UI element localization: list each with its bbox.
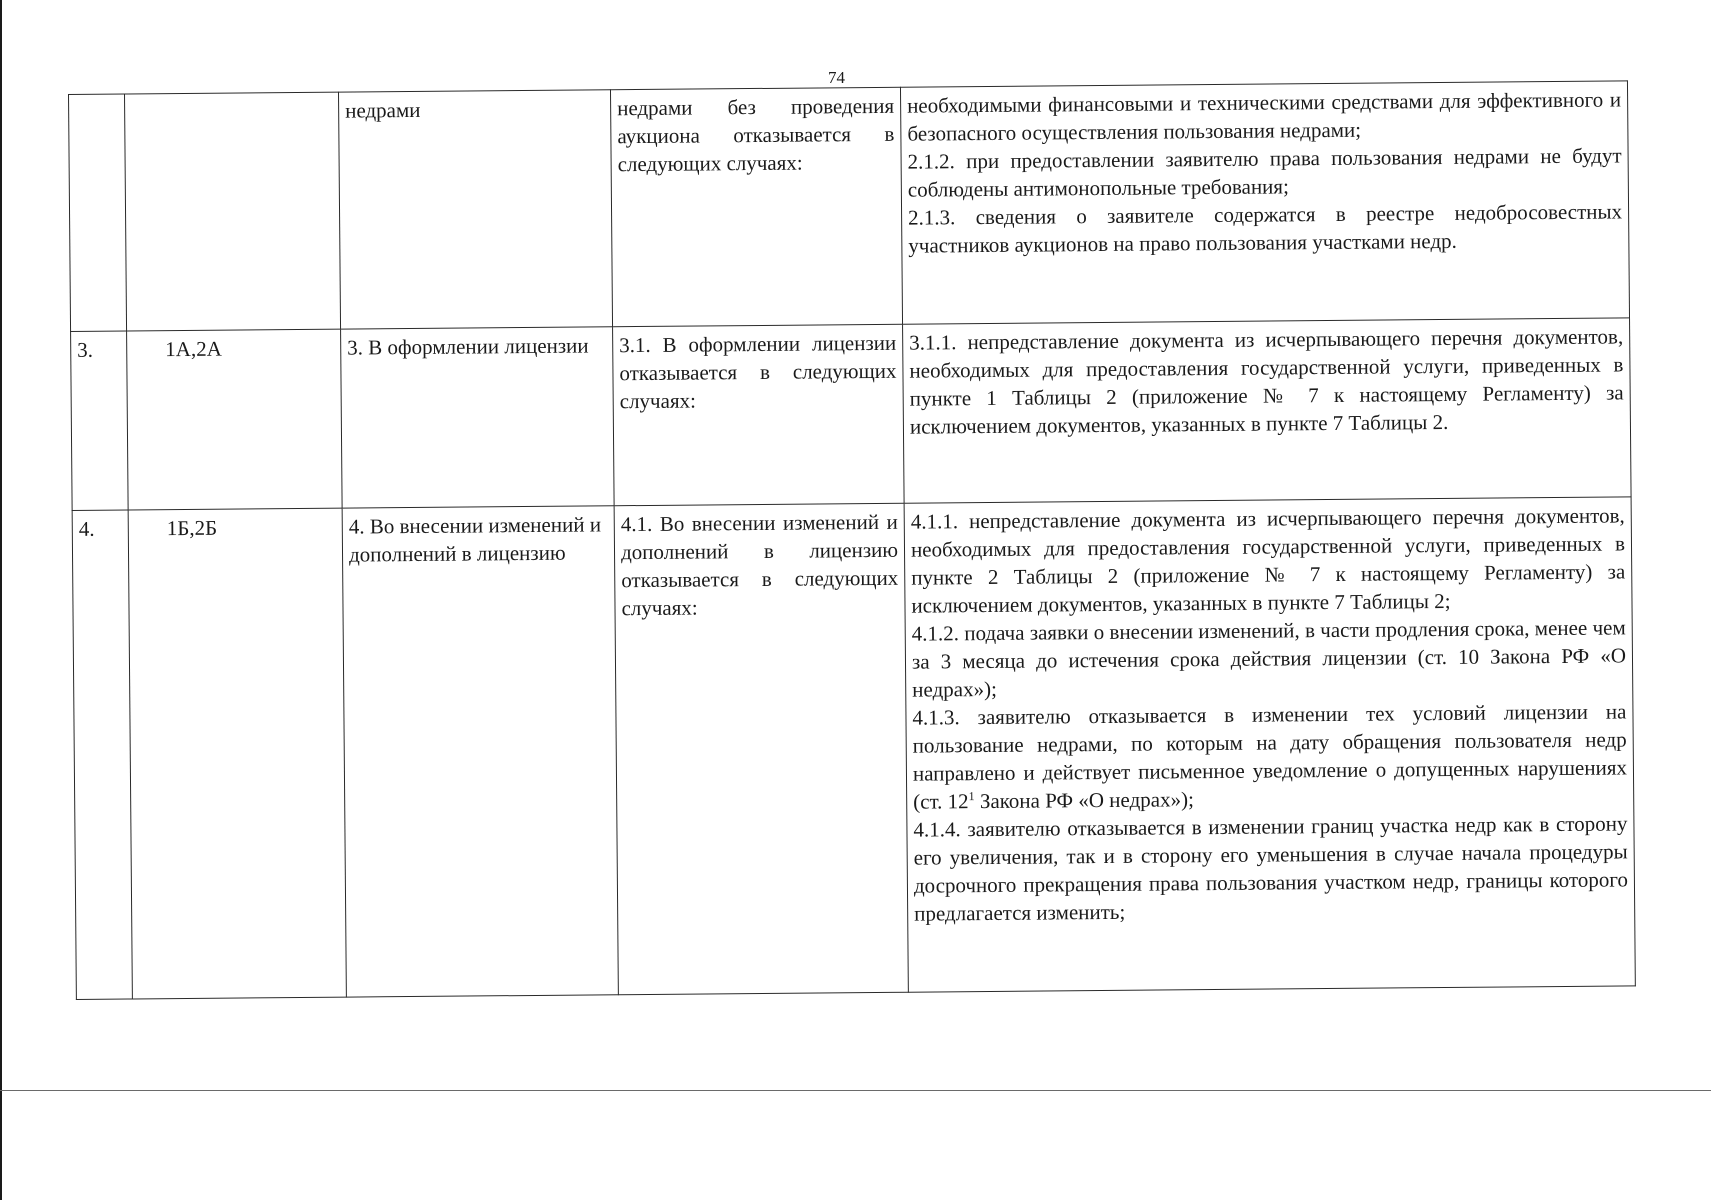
detail-paragraph: 2.1.3. сведения о заявителе содержатся в реестре недобросовестных участников аукционов на право пользования участками недр.: [908, 199, 1623, 258]
row-name: 3. В оформлении лицензии: [341, 327, 615, 508]
detail-paragraph: 3.1.1. непредставление документа из исчерпывающего перечня документов, необходимых для предоставления государственной услуги, приведенных в пункте 1 Таблицы 2 (приложение № 7 к настоящему Регламенту) за исключением документов, указанных в пункте 7 Таблицы 2.: [909, 324, 1624, 439]
row-number: 4.: [72, 510, 132, 999]
detail-text-tail: Закона РФ «О недрах»);: [974, 787, 1194, 814]
table-row: [72, 497, 1635, 1000]
row-number: 3.: [71, 331, 129, 510]
table-row: [69, 81, 1630, 332]
row-details: [900, 81, 1629, 324]
detail-paragraph: 4.1.1. непредставление документа из исчерпывающего перечня документов, необходимых для предоставления государственной услуги, приведенных в пункте 2 Таблицы 2 (приложение № 7 к настоящему Регламенту) за исключением документов, указанных в пункте 7 Таблицы 2;: [910, 503, 1626, 618]
row-ground: 4.1. Во внесении изменений и дополнений в лицензию отказывается в следующих случаях:: [614, 503, 908, 995]
row-number: [69, 94, 127, 331]
row-ground: недрами без проведения аукциона отказывается в следующих случаях:: [610, 87, 902, 327]
row-name: недрами: [338, 90, 612, 329]
row-code: 1Б,2Б: [128, 508, 346, 999]
row-details: [904, 497, 1635, 992]
grounds-table: [68, 80, 1636, 1000]
row-details: [903, 318, 1632, 503]
page-number: 74: [828, 68, 845, 87]
detail-paragraph: 4.1.2. подача заявки о внесении изменений, в части продления срока, менее чем за 3 месяца до истечения срока действия лицензии (ст. 10 Закона РФ «О недрах»);: [911, 615, 1627, 702]
row-name: 4. Во внесении изменений и дополнений в лицензию: [342, 506, 618, 997]
superscript-mark: 1: [968, 789, 975, 804]
detail-paragraph: 4.1.4. заявителю отказывается в изменении границ участка недр как в сторону его увеличения, так и в сторону его уменьшения в случае начала процедуры досрочного прекращения права пользования участком недр, границы которого предлагается изменить;: [913, 811, 1629, 926]
detail-paragraph-with-footnote: [912, 697, 1627, 815]
detail-text: 4.1.3. заявителю отказывается в изменении тех условий лицензии на пользование недрами, по которым на дату обращения пользователя недр направлено и действует письменное уведомление о допущенных нарушениях (ст. 12: [912, 699, 1628, 814]
row-ground: 3.1. В оформлении лицензии отказывается в следующих случаях:: [613, 324, 905, 506]
scan-left-edge: [0, 0, 2, 1200]
scan-bottom-rule: [0, 1090, 1711, 1091]
row-code: 1А,2А: [127, 329, 343, 510]
detail-paragraph: 2.1.2. при предоставлении заявителю права пользования недрами не будут соблюдены антимонопольные требования;: [907, 143, 1622, 202]
detail-paragraph: необходимыми финансовыми и техническими средствами для эффективного и безопасного осуществления пользования недрами;: [907, 87, 1622, 146]
row-code: [125, 92, 341, 331]
table-row: [71, 318, 1632, 511]
